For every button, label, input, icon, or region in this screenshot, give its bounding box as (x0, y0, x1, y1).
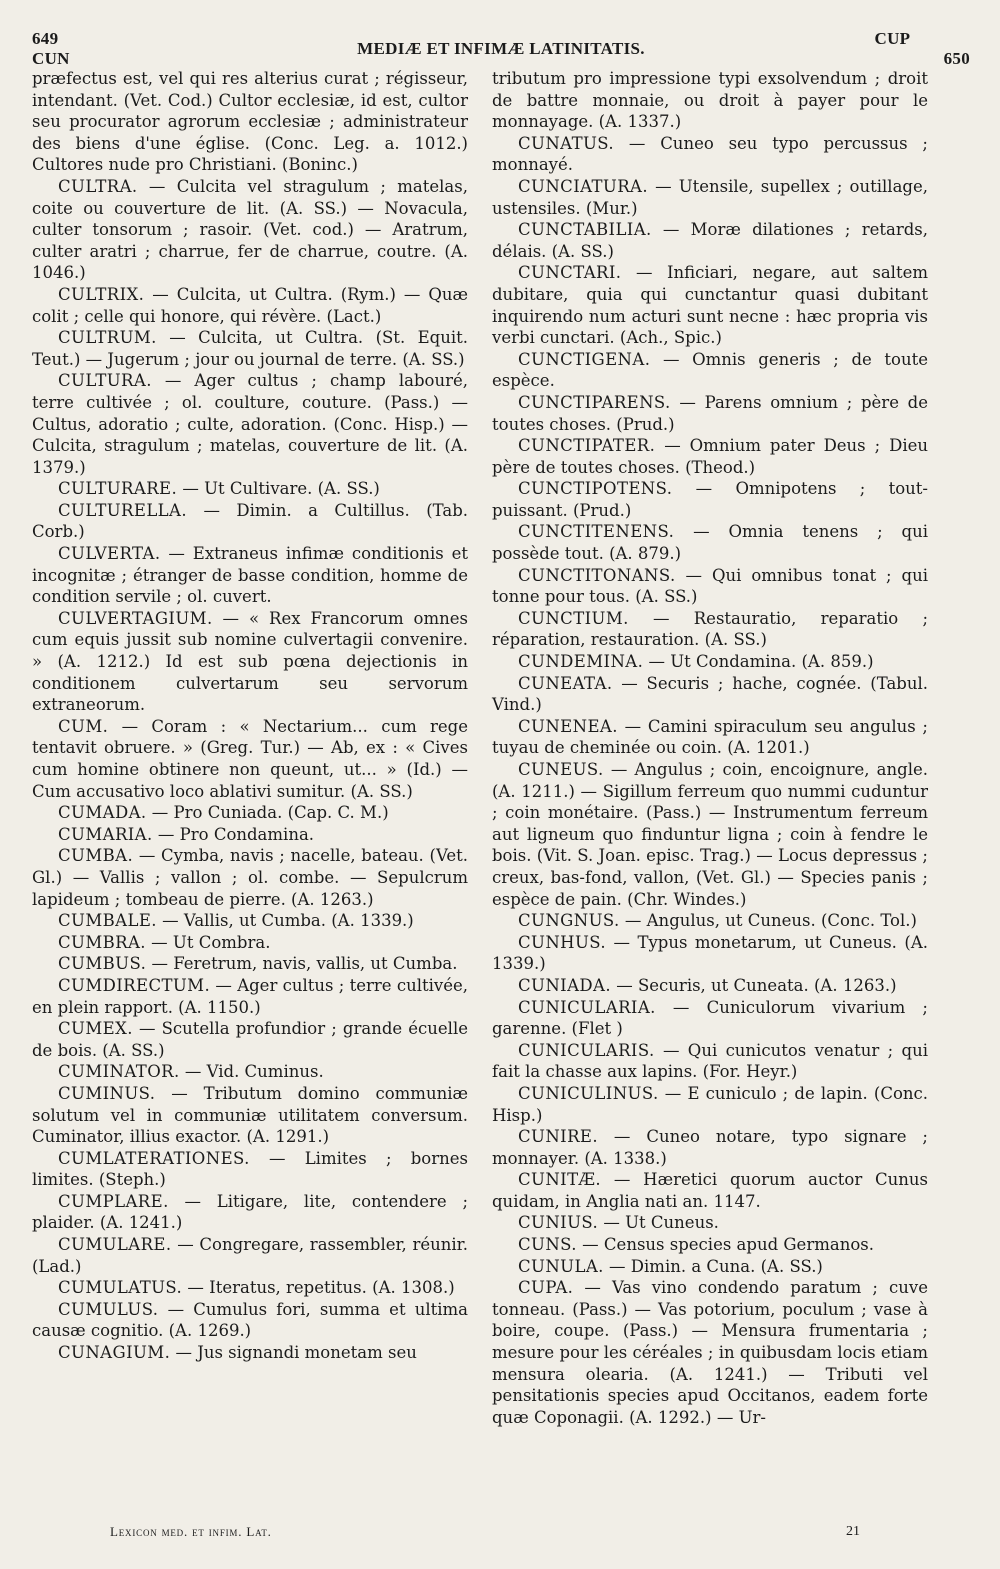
entry-headword: CUNCTIPARENS. (518, 392, 671, 412)
entry-text: — Inficiari, negare, aut saltem dubitare, quia qui cunctantur quasi dubitant inquirendo num acturi sunt necne : hæc propria vis verbi cunctari. (Ach., Spic.) (492, 263, 928, 348)
dictionary-entry (492, 176, 928, 219)
dictionary-entry (492, 262, 928, 348)
dictionary-entry (492, 1212, 928, 1234)
dictionary-entry (32, 1342, 468, 1364)
entry-headword: CUNGNUS. (518, 911, 620, 931)
dictionary-entry (492, 1169, 928, 1212)
right-page-number: 650 (943, 49, 970, 68)
entry-headword: CUNEUS. (518, 760, 604, 779)
dictionary-entry (492, 608, 928, 651)
entry-headword: CUMULUS. (58, 1299, 159, 1319)
left-page-number: 649 (32, 29, 59, 48)
dictionary-entry (32, 824, 468, 846)
dictionary-entry (492, 975, 928, 997)
left-header-group (32, 29, 152, 69)
entry-text: — Camini spiraculum seu angulus ; tuyau de cheminée ou coin. (A. 1201.) (492, 716, 928, 758)
entry-headword: CUMINUS. (58, 1083, 156, 1103)
entry-text: — Coram : « Nectarium... cum rege tentavit obruere. » (Greg. Tur.) — Ab, ex : « Cives cum homine obtinere non queunt, ut... » (Id.) — Cum accusativo loco ablativi sumitur. (A. SS.) (32, 716, 468, 801)
entry-text: — Cymba, navis ; nacelle, bateau. (Vet. Gl.) — Vallis ; vallon ; ol. combe. — Sepulcrum lapideum ; tombeau de pierre. (A. 1263.) (32, 846, 468, 909)
entry-text: — Jus signandi monetam seu (170, 1343, 417, 1363)
left-guide-word: CUN (32, 49, 70, 68)
dictionary-entry (32, 478, 468, 500)
dictionary-entry (492, 997, 928, 1040)
entry-headword: CUNCTIGENA. (518, 349, 651, 369)
entry-headword: CUMBALE. (58, 911, 157, 931)
dictionary-entry (492, 673, 928, 716)
entry-text: — Limites ; bornes limites. (Steph.) (32, 1148, 468, 1190)
entry-headword: CUM. (58, 716, 109, 736)
entry-headword: CUNIUS. (518, 1213, 599, 1233)
entry-headword: CUPA. (518, 1278, 574, 1298)
entry-text: — Hæretici quorum auctor Cunus quidam, in Anglia nati an. 1147. (492, 1170, 928, 1211)
entry-text: — Tributum domino communiæ solutum vel in communiæ utilitatem conversum. Cuminator, illius exactor. (A. 1291.) (32, 1083, 468, 1147)
dictionary-entry (32, 284, 468, 327)
dictionary-entry (492, 932, 928, 975)
entry-text: — Ut Condamina. (A. 859.) (643, 652, 874, 672)
entry-text: — Extraneus infimæ conditionis et incognitæ ; étranger de basse condition, homme de condition servile ; ol. cuvert. (32, 544, 468, 607)
entry-text: — Vas vino condendo paratum ; cuve tonneau. (Pass.) — Vas potorium, poculum ; vase à boire, coupe. (Pass.) — Mensura frumentaria ; mesure pour les céréales ; in quibusdam locis etiam mensura olearia. (A. 1241.) — Tributi vel pensitationis species apud Occitanos, eadem forte quæ Coponagii. (A. 1292.) — Ur- (492, 1278, 928, 1427)
right-header-group (850, 29, 970, 69)
entry-headword: CUNCTIUM. (518, 608, 629, 628)
entry-headword: CUMBRA. (58, 932, 146, 952)
dictionary-entry (32, 608, 468, 716)
entry-text: præfectus est, vel qui res alterius curat ; régisseur, intendant. (Vet. Cod.) Cultor ecclesiæ, id est, cultor seu procurator agrorum ecclesiæ ; administrateur des biens d'une église. (Conc. Leg. a. 1012.) Cultores nude pro Christiani. (Boninc.) (32, 69, 468, 175)
entry-headword: CUMEX. (58, 1019, 133, 1039)
entry-headword: CUNIADA. (518, 975, 611, 995)
entry-headword: CUNULA. (518, 1256, 604, 1276)
entry-headword: CUNDEMINA. (518, 652, 644, 672)
entry-text: — Vid. Cuminus. (179, 1062, 324, 1082)
entry-headword: CUMDIRECTUM. (58, 975, 211, 995)
dictionary-entry (32, 975, 468, 1018)
dictionary-entry (32, 1148, 468, 1191)
entry-text: — Vallis, ut Cumba. (A. 1339.) (156, 911, 414, 931)
entry-headword: CUNAGIUM. (58, 1343, 171, 1363)
entry-headword: CUNEATA. (518, 673, 613, 693)
entry-headword: CUMARIA. (58, 824, 153, 844)
dictionary-entry (32, 1234, 468, 1277)
entry-text: — Culcita, ut Cultra. (St. Equit. Teut.) — Jugerum ; jour ou journal de terre. (A. SS.) (32, 328, 468, 369)
entry-text: — Securis, ut Cuneata. (A. 1263.) (611, 975, 897, 995)
entry-text: — Dimin. a Cultillus. (Tab. Corb.) (32, 500, 468, 542)
entry-headword: CUMADA. (58, 803, 147, 823)
dictionary-entry (492, 910, 928, 932)
dictionary-entry (492, 759, 928, 910)
dictionary-entry (492, 1277, 928, 1428)
entry-headword: CUNIRE. (518, 1127, 598, 1147)
entry-headword: CULVERTAGIUM. (58, 608, 213, 628)
dictionary-entry (32, 1083, 468, 1148)
dictionary-entry (32, 1018, 468, 1061)
entry-text: — Congregare, rassembler, réunir. (Lad.) (32, 1235, 468, 1276)
dictionary-entry (32, 1191, 468, 1234)
entry-text: — Cuneo notare, typo signare ; monnayer. (A. 1338.) (492, 1127, 928, 1168)
dictionary-entry (32, 370, 468, 478)
entry-headword: CUNITÆ. (518, 1170, 602, 1190)
dictionary-entry (492, 1083, 928, 1126)
entry-text: — Ut Cultivare. (A. SS.) (177, 479, 380, 499)
footer-book-title: Lexicon med. et infim. Lat. (110, 1524, 272, 1539)
entry-headword: CUMBA. (58, 846, 134, 866)
entry-text: — Angulus, ut Cuneus. (Conc. Tol.) (619, 911, 917, 931)
footer-signature: 21 (846, 1524, 860, 1539)
entry-headword: CUMBUS. (58, 954, 147, 974)
entry-headword: CUNCTARI. (518, 263, 622, 283)
dictionary-entry (32, 1061, 468, 1083)
header-title: MEDIÆ ET INFIMÆ LATINITATIS. (357, 39, 645, 58)
entry-headword: CUNCTITENENS. (518, 522, 675, 542)
dictionary-entry (32, 953, 468, 975)
entry-headword: CUNCIATURA. (518, 176, 649, 196)
left-column (32, 68, 468, 1364)
dictionary-entry (32, 716, 468, 802)
entry-text: — Scutella profundior ; grande écuelle de bois. (A. SS.) (32, 1019, 468, 1060)
dictionary-entry (492, 478, 928, 521)
dictionary-entry (32, 932, 468, 954)
entry-text: — Angulus ; coin, encoignure, angle. (A. 1211.) — Sigillum ferreum quo nummi cuduntur ; coin monétaire. (Pass.) — Instrumentum ferreum aut ligneum quo finduntur ligna ; coin à fendre le bois. (Vit. S. Joan. episc. Trag.) — Locus depressus ; creux, bas-fond, vallon, (Vet. Gl.) — Species panis ; espèce de pain. (Chr. Windes.) (492, 760, 928, 909)
dictionary-entry (492, 219, 928, 262)
entry-text: — Ut Cuneus. (598, 1213, 719, 1233)
entry-text: — Cuniculorum vivarium ; garenne. (Flet ) (492, 997, 928, 1039)
entry-text: — Litigare, lite, contendere ; plaider. (A. 1241.) (32, 1191, 468, 1233)
entry-text: — Omnipotens ; tout-puissant. (Prud.) (492, 479, 928, 520)
dictionary-entry (492, 521, 928, 564)
dictionary-entry (492, 1126, 928, 1169)
running-header (32, 29, 970, 68)
entry-text: — Ager cultus ; terre cultivée, en plein rapport. (A. 1150.) (32, 975, 468, 1017)
entry-text: — Pro Cuniada. (Cap. C. M.) (146, 803, 389, 823)
dictionary-entry (492, 1040, 928, 1083)
entry-headword: CULTURARE. (58, 479, 178, 499)
dictionary-entry (492, 716, 928, 759)
entry-text: — Typus monetarum, ut Cuneus. (A. 1339.) (492, 932, 928, 974)
entry-headword: CUNHUS. (518, 932, 607, 952)
entry-text: — Feretrum, navis, vallis, ut Cumba. (146, 954, 458, 974)
dictionary-entry (492, 1256, 928, 1278)
entry-text: — Ut Combra. (145, 932, 271, 952)
entry-text: — Cumulus fori, summa et ultima causæ cognitio. (A. 1269.) (32, 1299, 468, 1341)
entry-text: — Qui cunicutos venatur ; qui fait la chasse aux lapins. (For. Heyr.) (492, 1040, 928, 1082)
entry-text: — « Rex Francorum omnes cum equis jussit sub nomine culvertagii convenire. » (A. 1212.) Id est sub pœna dejectionis in conditionem culvertarum seu servorum extraneorum. (32, 608, 468, 715)
dictionary-entry (32, 543, 468, 608)
entry-headword: CUNCTITONANS. (518, 565, 676, 585)
entry-headword: CULTRUM. (58, 328, 157, 348)
dictionary-entry (492, 392, 928, 435)
entry-headword: CUMINATOR. (58, 1062, 180, 1082)
entry-text: — Moræ dilationes ; retards, délais. (A. SS.) (492, 220, 928, 261)
right-guide-word: CUP (874, 29, 910, 48)
entry-headword: CULTURA. (58, 371, 152, 391)
entry-headword: CUNCTABILIA. (518, 220, 652, 240)
dictionary-entry (32, 500, 468, 543)
entry-headword: CUNICULARIA. (518, 997, 656, 1017)
entry-headword: CUNENEA. (518, 716, 618, 736)
dictionary-entry (32, 68, 468, 176)
entry-text: — E cuniculo ; de lapin. (Conc. Hisp.) (492, 1083, 928, 1125)
dictionary-entry (32, 176, 468, 284)
entry-text: — Census species apud Germanos. (576, 1235, 874, 1255)
entry-headword: CUMULARE. (58, 1235, 172, 1255)
dictionary-entry (492, 1234, 928, 1256)
entry-text: — Culcita, ut Cultra. (Rym.) — Quæ colit ; celle qui honore, qui révère. (Lact.) (32, 284, 468, 326)
entry-text: — Dimin. a Cuna. (A. SS.) (603, 1256, 823, 1276)
entry-text: — Parens omnium ; père de toutes choses. (Prud.) (492, 392, 928, 434)
entry-headword: CUNICULARIS. (518, 1040, 655, 1060)
right-column (492, 68, 928, 1428)
entry-headword: CUNICULINUS. (518, 1083, 659, 1103)
dictionary-entry (492, 68, 928, 133)
entry-headword: CULTRIX. (58, 284, 145, 304)
entry-headword: CUNS. (518, 1235, 577, 1255)
entry-headword: CUNCTIPOTENS. (518, 479, 673, 499)
entry-headword: CULTRA. (58, 176, 138, 196)
entry-text: — Cuneo seu typo percussus ; monnayé. (492, 133, 928, 175)
dictionary-entry (32, 1299, 468, 1342)
entry-text: — Qui omnibus tonat ; qui tonne pour tous. (A. SS.) (492, 565, 928, 607)
entry-headword: CUMPLARE. (58, 1191, 169, 1211)
dictionary-entry (32, 845, 468, 910)
entry-text: — Omnis generis ; de toute espèce. (492, 349, 928, 391)
dictionary-entry (492, 349, 928, 392)
entry-headword: CUMULATUS. (58, 1278, 183, 1298)
dictionary-entry (492, 435, 928, 478)
page-footer (110, 1524, 860, 1540)
dictionary-entry (492, 133, 928, 176)
entry-headword: CUMLATERATIONES. (58, 1148, 250, 1168)
dictionary-entry (32, 1277, 468, 1299)
entry-text: — Pro Condamina. (152, 824, 315, 844)
entry-headword: CUNATUS. (518, 133, 615, 153)
entry-text: — Restauratio, reparatio ; réparation, restauration. (A. SS.) (492, 608, 928, 650)
entry-text: — Omnia tenens ; qui possède tout. (A. 879.) (492, 522, 928, 564)
entry-text: tributum pro impressione typi exsolvendum ; droit de battre monnaie, ou droit à payer pour le monnayage. (A. 1337.) (492, 69, 928, 132)
entry-headword: CULVERTA. (58, 544, 161, 564)
dictionary-entry (492, 651, 928, 673)
dictionary-entry (32, 910, 468, 932)
entry-headword: CULTURELLA. (58, 500, 187, 520)
entry-text: — Utensile, supellex ; outillage, ustensiles. (Mur.) (492, 176, 928, 218)
dictionary-entry (492, 565, 928, 608)
dictionary-entry (32, 802, 468, 824)
entry-text: — Culcita vel stragulum ; matelas, coite ou couverture de lit. (A. SS.) — Novacula, culter tonsorum ; rasoir. (Vet. cod.) — Aratrum, culter aratri ; charrue, fer de charrue, coutre. (A. 1046.) (32, 176, 468, 283)
entry-text: — Securis ; hache, cognée. (Tabul. Vind.) (492, 673, 928, 715)
dictionary-entry (32, 327, 468, 370)
entry-text: — Omnium pater Deus ; Dieu père de toutes choses. (Theod.) (492, 436, 928, 477)
entry-text: — Ager cultus ; champ labouré, terre cultivée ; ol. coulture, couture. (Pass.) — Cultus, adoratio ; culte, adoration. (Conc. Hisp.) — Culcita, stragulum ; matelas, couverture de lit. (A. 1379.) (32, 371, 468, 477)
entry-text: — Iteratus, repetitus. (A. 1308.) (182, 1278, 455, 1298)
entry-headword: CUNCTIPATER. (518, 436, 656, 456)
